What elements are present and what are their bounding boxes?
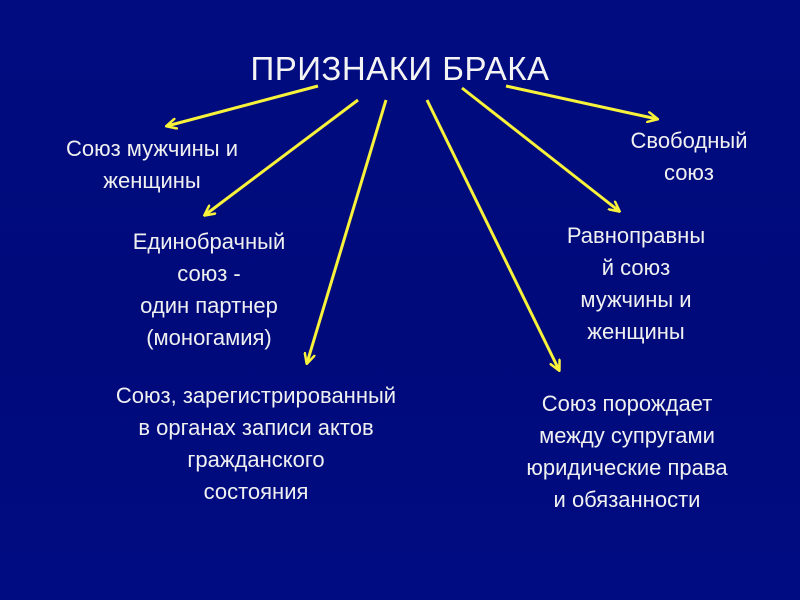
feature-registered-label: Союз, зарегистрированный в органах записи актов гражданского состояния [115,383,397,504]
feature-union-label: Союз мужчины и женщины [65,136,239,193]
arrow-to-registered [307,100,386,363]
slide-title: ПРИЗНАКИ БРАКА [250,50,550,87]
arrow-to-free [506,86,657,119]
feature-rights-label: Союз порождает между супругами юридические права и обязанности [526,391,728,512]
feature-equal-label: Равноправны й союз мужчины и женщины [566,223,706,344]
feature-monogamy-label: Единобрачный союз - один партнер (моногамия) [132,229,286,350]
feature-free-label: Свободный союз [630,128,748,185]
arrow-to-union [167,86,318,126]
